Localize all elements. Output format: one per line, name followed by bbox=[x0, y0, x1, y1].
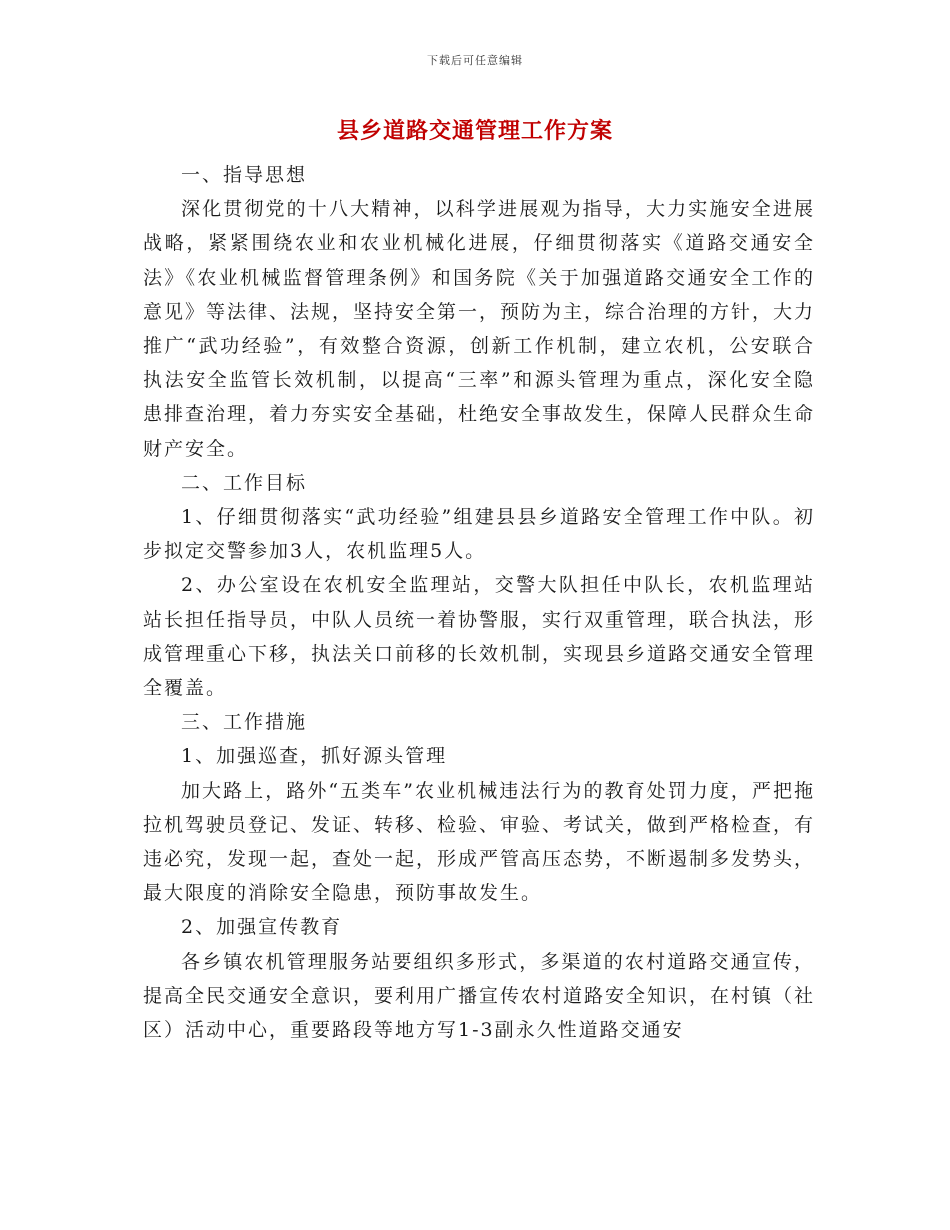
document-title: 县乡道路交通管理工作方案 bbox=[336, 118, 613, 144]
subheading-publicity: 2、加强宣传教育 bbox=[181, 916, 343, 939]
section-heading-work-measures: 三、工作措施 bbox=[181, 711, 308, 734]
paragraph-goal-2: 2、办公室设在农机安全监理站，交警大队担任中队长，农机监理站站长担任指导员，中队人员统一着协警服，实行双重管理，联合执法，形成管理重心下移，执法关口前移的长效机制，实现县乡道路交通安全管理全覆盖。 bbox=[143, 574, 816, 700]
subheading-patrol: 1、加强巡查，抓好源头管理 bbox=[181, 745, 448, 768]
paragraph-publicity: 各乡镇农机管理服务站要组织多形式，多渠道的农村道路交通宣传，提高全民交通安全意识，要利用广播宣传农村道路安全知识，在村镇（社区）活动中心，重要路段等地方写1-3副永久性道路交通安 bbox=[143, 950, 816, 1042]
document-body bbox=[143, 158, 815, 1047]
section-heading-guiding-ideology: 一、指导思想 bbox=[181, 164, 308, 186]
paragraph-patrol: 加大路上，路外“五类车”农业机械违法行为的教育处罚力度，严把拖拉机驾驶员登记、发证、转移、检验、审验、考试关，做到严格检查，有违必究，发现一起，查处一起，形成严管高压态势，不断遏制多发势头，最大限度的消除安全隐患，预防事故发生。 bbox=[143, 779, 816, 905]
paragraph-guiding-ideology: 深化贯彻党的十八大精神，以科学进展观为指导，大力实施安全进展战略，紧紧围绕农业和农业机械化进展，仔细贯彻落实《道路交通安全法》《农业机械监督管理条例》和国务院《关于加强道路交通安全工作的意见》等法律、法规，坚持安全第一，预防为主，综合治理的方针，大力推广“武功经验”，有效整合资源，创新工作机制，建立农机，公安联合执法安全监管长效机制，以提高“三率”和源头管理为重点，深化安全隐患排查治理，着力夯实安全基础，杜绝安全事故发生，保障人民群众生命财产安全。 bbox=[143, 198, 816, 460]
page-header: 下载后可任意编辑 bbox=[427, 54, 523, 67]
section-heading-work-goals: 二、工作目标 bbox=[181, 471, 308, 494]
paragraph-goal-1: 1、仔细贯彻落实“武功经验”组建县县乡道路安全管理工作中队。初步拟定交警参加3人，农机监理5人。 bbox=[143, 506, 815, 563]
